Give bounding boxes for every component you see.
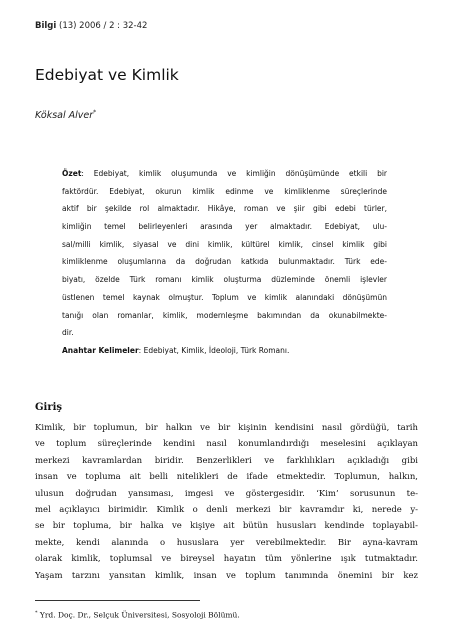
abstract-line xyxy=(62,165,387,183)
journal-issue: (13) 2006 / 2 : 32-42 xyxy=(59,21,148,31)
abstract-first-line: : Edebiyat, kimlik oluşumunda ve kimliğin dönüşümünde etkili bir xyxy=(81,169,387,178)
body-line: merkezi kavramlardan biridir. Benzerlikleri ve farklılıkları açıkladığı gibi xyxy=(35,455,418,466)
section-heading: Giriş xyxy=(35,402,63,413)
keywords-label: Anahtar Kelimeler xyxy=(62,345,139,355)
abstract-line: sal/milli kimlik, siyasal ve dini kimlik, kültürel kimlik, cinsel kimlik gibi xyxy=(62,239,387,249)
journal-name: Bilgi xyxy=(35,21,57,31)
body-line: se bir topluma, bir halka ve kişiye ait bütün hususları kendinde toplayabil- xyxy=(35,521,418,532)
footnote-text: Yrd. Doç. Dr., Selçuk Üniversitesi, Sosyoloji Bölümü. xyxy=(39,610,240,620)
body-line: Kimlik, bir toplumun, bir halkın ve bir kişinin kendisini nasıl gördüğü, tarih xyxy=(35,423,418,433)
body-line: Yaşam tarzını yansıtan kimlik, insan ve toplum tanımında önemini bir kez xyxy=(35,570,418,581)
body-line: insan ve topluma ait belli nitelikleri de ifade etmektedir. Toplumun, halkın, xyxy=(35,472,418,483)
abstract-line: kimliğin temel belirleyenleri arasında yer almaktadır. Edebiyat, ulu- xyxy=(62,222,387,232)
abstract-line: biyatı, özelde Türk romanı kimlik oluşturma düzleminde önemli işlevler xyxy=(62,275,387,285)
abstract-line: dir. xyxy=(62,328,74,338)
keywords-line xyxy=(62,342,387,360)
author-footnote-marker: * xyxy=(93,109,97,116)
abstract-label: Özet xyxy=(62,169,82,178)
body-line: mel açıklayıcı birimidir. Kimlik o denli merkezi bir kavramdır ki, nerede y- xyxy=(35,504,418,515)
body-line: olarak kimlik, toplumsal ve bireysel hayatın tüm yönlerine ışık tutmaktadır. xyxy=(35,554,418,565)
article-title: Edebiyat ve Kimlik xyxy=(35,66,179,84)
journal-header xyxy=(35,21,147,31)
abstract-line: üstlenen temel kaynak olmuştur. Toplum ve kimlik alanındaki dönüşümün xyxy=(62,292,387,302)
abstract-line: tanığı olan romanlar, kimlik, modernleşme bakımından da okunabilmekte- xyxy=(62,310,387,320)
abstract-line: aktif bir şekilde rol almaktadır. Hikâye, roman ve şiir gibi edebi türler, xyxy=(62,204,387,214)
abstract xyxy=(62,165,387,360)
footnote xyxy=(35,610,240,620)
body-line: ve toplum süreçlerinde kendini nasıl konumlandırdığı meselesini açıklayan xyxy=(35,439,418,450)
author-name: Köksal Alver xyxy=(35,110,94,122)
author-line xyxy=(35,109,96,121)
keywords-text: : Edebiyat, Kimlik, İdeoloji, Türk Romanı. xyxy=(138,345,290,355)
abstract-line: kimliklenme oluşumlarına da doğrudan katkıda bulunmaktadır. Türk ede- xyxy=(62,257,387,267)
body-text xyxy=(35,420,418,584)
footnote-divider xyxy=(35,600,200,601)
footnote-marker: * xyxy=(35,610,38,616)
body-line: mekte, kendi alanında o hususlara yer verebilmektedir. Bir ayna-kavram xyxy=(35,537,418,548)
body-line: ulusun doğrudan yansıması, imgesi ve göstergesidir. ‘Kim’ sorusunun te- xyxy=(35,488,418,499)
abstract-line: faktördür. Edebiyat, okurun kimlik edinme ve kimliklenme süreçlerinde xyxy=(62,186,387,196)
